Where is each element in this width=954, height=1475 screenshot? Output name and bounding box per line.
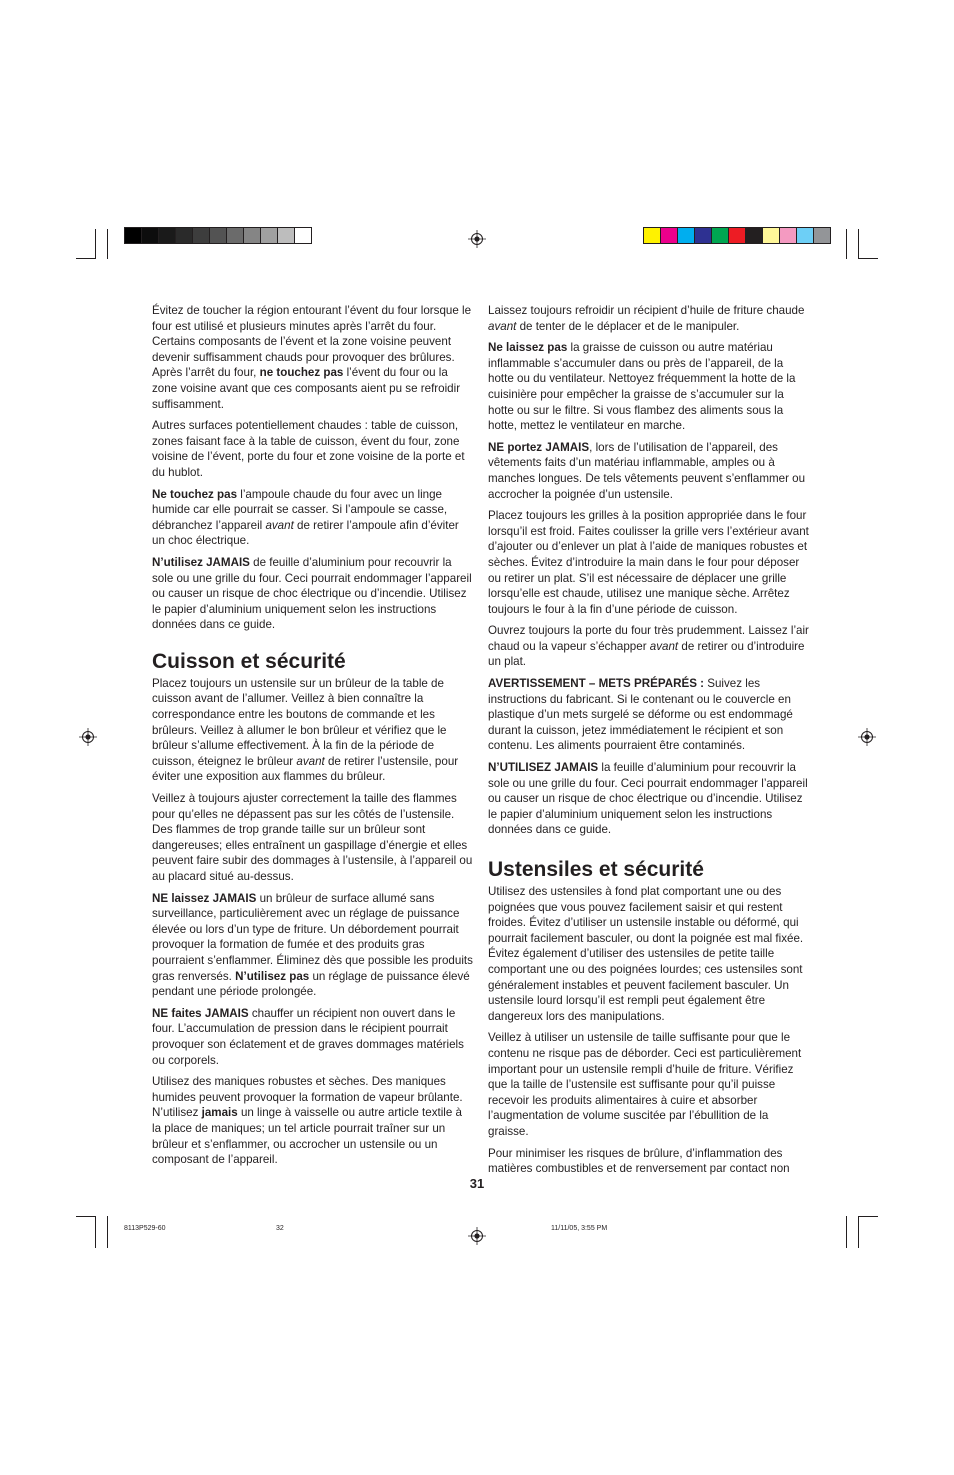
crop-mark bbox=[95, 1216, 96, 1248]
color-swatch bbox=[158, 227, 176, 244]
color-swatch bbox=[745, 227, 763, 244]
paragraph: N’UTILISEZ JAMAIS la feuille d’aluminium pour recouvrir la sole ou une grille du four. Ceci pourrait endommager l’appareil ou causer un risque de choc électrique ou d’incendie. Utilisez le papier d’aluminium uniquement selon les instructions données dans ce guide. bbox=[488, 761, 808, 837]
paragraph: Autres surfaces potentiellement chaudes : table de cuisson, zones faisant face à la table de cuisson, évent du four, zone voisine de l’évent, porte du four et zone voisine de la porte et du hublot. bbox=[152, 419, 465, 479]
color-swatch bbox=[141, 227, 159, 244]
crop-mark bbox=[846, 1216, 847, 1248]
crop-mark bbox=[858, 1216, 859, 1248]
crop-mark bbox=[107, 229, 108, 259]
crop-mark bbox=[858, 258, 878, 259]
right-column bbox=[488, 303, 810, 1183]
paragraph: NE portez JAMAIS, lors de l’utilisation de l’appareil, des vêtements faits d’un matériau inflammable, amples ou à manches longues. De tels vêtements peuvent s’enflammer ou accrocher la poignée d’un ustensile. bbox=[488, 440, 806, 501]
color-swatch bbox=[192, 227, 210, 244]
color-swatch bbox=[226, 227, 244, 244]
crop-mark bbox=[107, 1216, 108, 1248]
color-swatch bbox=[660, 227, 678, 244]
color-swatch bbox=[796, 227, 814, 244]
color-swatch bbox=[677, 227, 695, 244]
color-swatch bbox=[260, 227, 278, 244]
color-swatch bbox=[779, 227, 797, 244]
process-color-bar bbox=[643, 227, 830, 244]
crop-mark bbox=[76, 1216, 96, 1217]
section-heading: Cuisson et sécurité bbox=[152, 649, 346, 673]
page-number: 31 bbox=[469, 1176, 485, 1191]
slug-page: 32 bbox=[276, 1225, 284, 1232]
section-heading: Ustensiles et sécurité bbox=[488, 858, 704, 881]
color-swatch bbox=[209, 227, 227, 244]
paragraph: Veillez à toujours ajuster correctement la taille des flammes pour qu’elles ne dépassent pas sur les côtés de l’ustensile. Des flammes de trop grande taille sur un brûleur sont dangereuses; elles entraînent un gaspillage d’énergie et elles peuvent faire subir des dommages à l’ustensile, à l’appareil ou au placard situé au-dessus. bbox=[152, 792, 473, 883]
color-swatch bbox=[711, 227, 729, 244]
color-swatch bbox=[728, 227, 746, 244]
paragraph: Placez toujours un ustensile sur un brûleur de la table de cuisson avant de l’allumer. Veillez à bien connaître la correspondance entre les boutons de commande et les brûleurs. Veillez à allumer le bon brûleur et vérifiez que le brûleur s’allume effectivement. À la fin de la période de cuisson, éteignez le brûleur avant de retirer l’ustensile, pour éviter une exposition aux flammes du brûleur. bbox=[152, 676, 459, 784]
crop-mark bbox=[858, 1216, 878, 1217]
paragraph: N’utilisez JAMAIS de feuille d’aluminium pour recouvrir la sole ou une grille du four. Ceci pourrait endommager l’appareil ou causer un risque de choc électrique ou d’incendie. Utilisez le papier d’aluminium uniquement selon les instructions données dans ce guide. bbox=[152, 555, 472, 632]
color-swatch bbox=[294, 227, 312, 244]
paragraph: Ne laissez pas la graisse de cuisson ou autre matériau inflammable s’accumuler dans ou près de l’appareil, de la hotte ou du ventilateur. Nettoyez fréquemment la hotte de la cuisinière pour empêcher la graisse de s’accumuler sur la hotte ou sur le filtre. Si vous flambez des aliments sous la hotte, mettez le ventilateur en marche. bbox=[488, 341, 796, 433]
color-swatch bbox=[124, 227, 142, 244]
crop-mark bbox=[95, 229, 96, 259]
crop-mark bbox=[846, 229, 847, 259]
color-swatch bbox=[643, 227, 661, 244]
paragraph: NE laissez JAMAIS un brûleur de surface allumé sans surveillance, particulièrement avec un réglage de puissance élevée ou lors d’un type de friture. Un débordement pourrait provoquer la formation de fumée et des produits gras pourraient s’enflammer. Éliminez dès que possible les produits gras renversés. N’utilisez pas un réglage de puissance élevé pendant une période prolongée. bbox=[152, 891, 473, 999]
paragraph: Utilisez des ustensiles à fond plat comportant une ou des poignées que vous pouvez facilement saisir et qui restent froides. Évitez d’utiliser un ustensile instable ou déformé, qui pourrait facilement basculer, ou dont la poignée est mal fixée. Évitez également d’utiliser des ustensiles de petite taille comportant une ou des poignées lourdes; ces ustensiles sont généralement instables et peuvent facilement basculer. Un ustensile lourd lorsqu’il est rempli peut également être dangereux lors des manipulations. bbox=[488, 885, 804, 1023]
color-swatch bbox=[694, 227, 712, 244]
paragraph: Veillez à utiliser un ustensile de taille suffisante pour que le contenu ne risque pas de déborder. Ceci est particulièrement important pour un ustensile rempli d’huile de friture. Vérifiez que la taille de l’ustensile est suffisante pour qu’il puisse recevoir les produits alimentaires à cuire et absorber l’augmentation de volume suscitée par l’ébullition de la graisse. bbox=[488, 1031, 802, 1138]
crop-mark bbox=[76, 258, 96, 259]
crop-mark bbox=[858, 229, 859, 259]
left-column bbox=[152, 303, 474, 1174]
color-swatch bbox=[762, 227, 780, 244]
registration-mark-icon bbox=[79, 728, 97, 746]
paragraph: Évitez de toucher la région entourant l’évent du four lorsque le four est utilisé et plusieurs minutes après l’arrêt du four. Certains composants de l’évent et la zone voisine peuvent devenir suffisamment chauds pour provoquer des brûlures. Après l’arrêt du four, ne touchez pas l’évent du four ou la zone voisine avant que ces composants aient pu se refroidir suffisamment. bbox=[152, 304, 472, 411]
registration-mark-icon bbox=[468, 230, 486, 248]
slug-date: 11/11/05, 3:55 PM bbox=[551, 1225, 608, 1232]
slug-job-number: 8113P529-60 bbox=[124, 1225, 166, 1232]
paragraph: Laissez toujours refroidir un récipient d’huile de friture chaude avant de tenter de le déplacer et de le manipuler. bbox=[488, 304, 805, 333]
paragraph: Placez toujours les grilles à la position appropriée dans le four lorsqu’il est froid. Faites coulisser la grille vers l’extérieur avant d’ajouter ou d’enlever un plat à l’aide de maniques robustes et sèches. Évitez d’introduire la main dans le four pour déposer ou retirer un plat. S’il est nécessaire de déplacer une grille lorsqu’elle est chaude, utilisez une manique sèche. Arrêtez toujours le four à la fin d’une période de cuisson. bbox=[488, 509, 809, 616]
registration-mark-icon bbox=[858, 728, 876, 746]
color-swatch bbox=[243, 227, 261, 244]
paragraph: AVERTISSEMENT – METS PRÉPARÉS : Suivez les instructions du fabricant. Si le contenant ou le couvercle en plastique d’un mets surgelé se déforme ou est endommagé durant la cuisson, jetez immédiatement le récipient et son contenu. Les aliments pourraient être contaminés. bbox=[488, 677, 793, 753]
paragraph: Pour minimiser les risques de brûlure, d’inflammation des matières combustibles et de renversement par contact non bbox=[488, 1146, 790, 1176]
color-swatch bbox=[277, 227, 295, 244]
paragraph: Utilisez des maniques robustes et sèches. Des maniques humides peuvent provoquer la formation de vapeur brûlante. N’utilisez jamais un linge à vaisselle ou autre article textile à la place de maniques; un tel article pourrait traîner sur un brûleur et s’enflammer, ou accrocher un ustensile ou un composant de l’appareil. bbox=[152, 1075, 463, 1167]
registration-mark-icon bbox=[468, 1227, 486, 1245]
paragraph: Ouvrez toujours la porte du four très prudemment. Laissez l’air chaud ou la vapeur s’échapper avant de retirer ou d’introduire un plat. bbox=[488, 624, 809, 669]
color-swatch bbox=[813, 227, 831, 244]
paragraph: NE faites JAMAIS chauffer un récipient non ouvert dans le four. L’accumulation de pression dans le récipient pourrait provoquer son éclatement et de graves dommages matériels ou corporels. bbox=[152, 1006, 464, 1067]
paragraph: Ne touchez pas l’ampoule chaude du four avec un linge humide car elle pourrait se casser. Si l’ampoule se casse, débranchez l’appareil avant de retirer l’ampoule afin d’éviter un choc électrique. bbox=[152, 487, 459, 548]
grayscale-color-bar bbox=[124, 227, 311, 244]
color-swatch bbox=[175, 227, 193, 244]
